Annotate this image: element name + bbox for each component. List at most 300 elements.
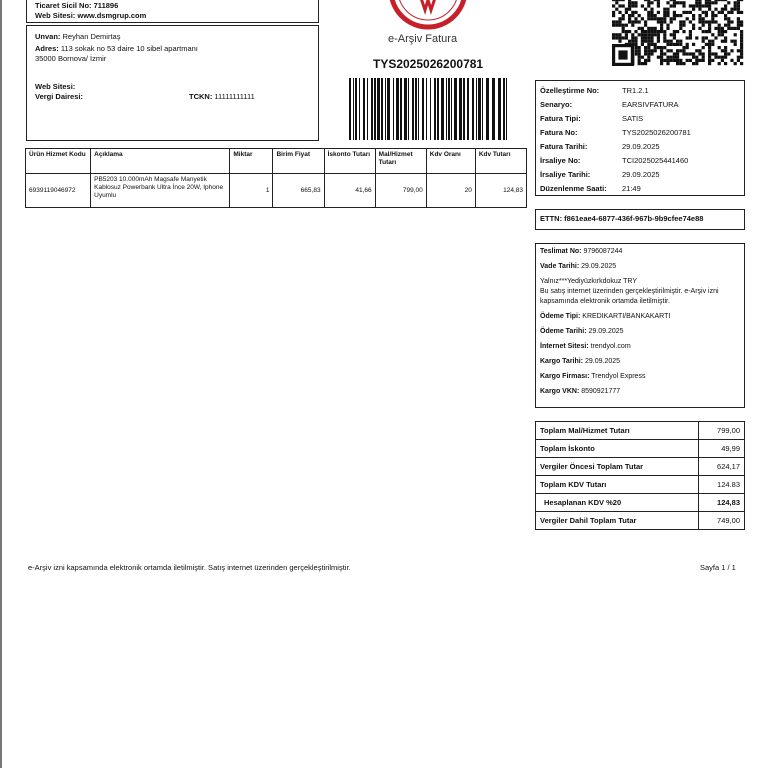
qr-module [721,8,724,11]
barcode-bar [451,78,452,140]
qr-module [641,30,644,33]
qr-module [625,24,628,27]
qr-module [634,40,637,43]
qr-module [721,11,724,14]
total-value: 749,00 [698,512,744,530]
qr-module [724,46,727,49]
qr-module [698,0,701,1]
info-row [540,182,740,196]
qr-module [689,36,692,39]
qr-module [622,27,625,30]
qr-module [679,1,682,4]
qr-module [702,59,705,62]
total-key: Toplam KDV Tutarı [536,476,699,494]
qr-module [625,33,628,36]
qr-module [718,56,721,59]
qr-module [657,11,660,14]
totals-row [536,476,745,494]
qr-module [737,20,740,23]
qr-module [740,62,743,65]
qr-module [721,49,724,52]
qr-module [644,49,647,52]
barcode-icon [349,78,509,140]
qr-module [628,1,631,4]
qr-module [737,11,740,14]
vade-label: Vade Tarihi: [540,263,580,270]
items-header-row [26,149,527,174]
qr-module [631,4,634,7]
qr-module [644,33,647,36]
qr-module [615,0,618,1]
qr-module [612,4,615,7]
qr-module [618,40,621,43]
qr-module [634,1,637,4]
qr-module [727,27,730,30]
qr-module [638,14,641,17]
qr-module [695,1,698,4]
qr-module [644,40,647,43]
qr-module [718,11,721,14]
info-key: Özelleştirme No: [540,86,600,95]
qr-module [660,59,663,62]
qr-module [689,11,692,14]
qr-module [705,0,708,1]
info-row [540,126,740,140]
col-header-amount: Mal/Hizmet Tutarı [375,149,426,174]
qr-module [647,46,650,49]
col-header-unit-price: Birim Fiyat [273,149,324,174]
barcode-bar [363,78,365,140]
barcode-bar [349,78,351,140]
qr-module [689,59,692,62]
qr-module [615,8,618,11]
qr-module [641,40,644,43]
barcode-bar [448,78,450,140]
total-value: 624,17 [698,458,744,476]
qr-module [692,56,695,59]
qr-module [682,52,685,55]
totals-row [536,494,745,512]
qr-module [689,20,692,23]
qr-module [711,40,714,43]
qr-module [634,52,637,55]
qr-module [650,43,653,46]
qr-module [705,36,708,39]
qr-module [689,52,692,55]
qr-module [631,11,634,14]
qr-module [654,14,657,17]
qr-module [618,0,621,1]
qr-module [673,52,676,55]
info-value: EARSIVFATURA [622,100,679,109]
qr-module [692,62,695,65]
qr-module [641,43,644,46]
qr-module [673,14,676,17]
qr-module [663,8,666,11]
qr-module [740,46,743,49]
vade-value: 29.09.2025 [581,263,617,270]
barcode-bar [459,78,462,140]
odeme-tarihi-value: 29.09.2025 [588,328,624,335]
qr-module [647,49,650,52]
qr-module [628,40,631,43]
barcode-bar [415,78,417,140]
internet-value: trendyol.com [590,343,631,350]
qr-module [734,40,737,43]
info-row [540,112,740,126]
qr-module [686,17,689,20]
qr-module [644,46,647,49]
col-header-code: Ürün Hizmet Kodu [26,149,91,174]
qr-module [705,20,708,23]
qr-module [666,49,669,52]
qr-module [692,52,695,55]
qr-module [740,56,743,59]
qr-module [622,36,625,39]
qr-module [676,59,679,62]
totals-row [536,512,745,530]
qr-module [695,0,698,1]
qr-module [740,24,743,27]
table-row [26,174,527,208]
qr-module [663,40,666,43]
qr-module [708,27,711,30]
qr-module [650,14,653,17]
kargo-firmasi-label: Kargo Firması: [540,373,590,380]
qr-module [692,17,695,20]
barcode-bar [503,78,505,140]
cell-desc: PB5203 10.000mAh Magsafe Manyetik Kablosuz Powerbank Ultra İnce 20W, Iphone Uyumlu [91,174,230,208]
vergi-label: Vergi Dairesi: [35,92,83,101]
qr-module [724,56,727,59]
qr-module [724,14,727,17]
qr-module [730,40,733,43]
qr-module [740,30,743,33]
info-key: Düzenlenme Saati: [540,184,607,193]
barcode-bar [381,78,383,140]
qr-module [631,1,634,4]
qr-module [641,33,644,36]
qr-module [638,27,641,30]
ettn-box: ETTN: f861eae4-6877-436f-967b-9b9cfee74e88 [535,209,745,230]
invoice-number: TYS2025026200781 [373,57,484,71]
qr-module [634,20,637,23]
qr-module [663,36,666,39]
info-value: SATIS [622,114,644,123]
qr-module [622,0,625,1]
qr-module [737,0,740,1]
qr-module [673,36,676,39]
total-value: 124,83 [698,494,744,512]
qr-module [682,11,685,14]
qr-module [714,1,717,4]
qr-module [657,20,660,23]
qr-module [634,30,637,33]
qr-module [730,20,733,23]
barcode-bar [396,78,399,140]
qr-module [714,0,717,1]
qr-module [727,11,730,14]
qr-module [634,36,637,39]
qr-module [682,49,685,52]
qr-module [631,20,634,23]
sender-box [26,0,319,23]
qr-module [724,0,727,1]
barcode-bar [472,78,474,140]
qr-module [660,27,663,30]
barcode-bar [476,78,477,140]
qr-module [670,40,673,43]
qr-module [644,24,647,27]
qr-module [670,59,673,62]
qr-module [670,17,673,20]
cell-unit-price: 665,83 [273,174,324,208]
qr-module [631,36,634,39]
barcode-bar [437,78,439,140]
barcode-bar [498,78,501,140]
qr-module [708,56,711,59]
col-header-vat-amount: Kdv Tutarı [475,149,526,174]
qr-module [638,33,641,36]
qr-module [734,1,737,4]
qr-module [650,8,653,11]
barcode-bar [371,78,373,140]
qr-module [657,4,660,7]
info-row [540,154,740,168]
qr-module [615,33,618,36]
qr-module [718,62,721,65]
qr-module [679,27,682,30]
qr-module [711,17,714,20]
qr-module [666,56,669,59]
qr-module [727,52,730,55]
qr-module [641,62,644,65]
qr-module [734,43,737,46]
odeme-tarihi-label: Ödeme Tarihi: [540,328,587,335]
qr-module [654,27,657,30]
yalniz-text: Yalnız***Yediyüzkırkdokuz TRY [540,278,638,285]
qr-module [714,36,717,39]
totals-row [536,422,745,440]
qr-module [721,0,724,1]
qr-module [634,4,637,7]
qr-module [708,24,711,27]
qr-module [615,24,618,27]
qr-module [657,30,660,33]
qr-module [612,11,615,14]
ticaret-label: Ticaret Sicil No: [35,1,92,10]
qr-module [708,30,711,33]
qr-module [724,8,727,11]
barcode-bar [492,78,495,140]
qr-module [702,11,705,14]
qr-module [670,20,673,23]
qr-module [714,27,717,30]
qr-module [727,24,730,27]
adres-value: 113 sokak no 53 daire 10 sibel apartmanı [60,44,198,53]
qr-module [641,56,644,59]
qr-module [657,0,660,1]
qr-module [647,56,650,59]
unvan-label: Unvan: [35,32,61,41]
qr-module [673,0,676,1]
qr-module [708,40,711,43]
qr-module [692,43,695,46]
total-key: Vergiler Dahil Toplam Tutar [536,512,699,530]
qr-module [625,30,628,33]
qr-module [638,59,641,62]
qr-module [689,4,692,7]
qr-module [654,49,657,52]
col-header-qty: Miktar [230,149,273,174]
cell-vat-amount: 124,83 [475,174,526,208]
qr-module [663,17,666,20]
qr-module [682,24,685,27]
qr-module [612,14,615,17]
qr-module [666,43,669,46]
qr-module [647,14,650,17]
qr-module [702,20,705,23]
kargo-tarihi-label: Kargo Tarihi: [540,358,584,365]
barcode-bar [353,78,354,140]
qr-module [711,43,714,46]
qr-module [634,11,637,14]
barcode-bar [404,78,407,140]
info-value: 21:49 [622,184,641,193]
barcode-bar [355,78,357,140]
qr-module [679,14,682,17]
info-row [540,168,740,182]
kargo-vkn-value: 8590921777 [581,388,621,395]
qr-module [657,17,660,20]
qr-module [724,49,727,52]
qr-module [641,17,644,20]
qr-module [721,40,724,43]
qr-module [670,43,673,46]
qr-module [718,33,721,36]
qr-module [682,1,685,4]
qr-module [622,4,625,7]
qr-code-icon [612,0,746,68]
qr-module [689,33,692,36]
qr-module [714,56,717,59]
qr-module [705,11,708,14]
gib-seal-logo-icon [389,0,467,30]
qr-module [641,27,644,30]
qr-module [618,11,621,14]
qr-module [660,52,663,55]
total-value: 124.83 [698,476,744,494]
qr-module [650,36,653,39]
qr-module [702,24,705,27]
barcode-bar [367,78,368,140]
info-row [540,84,740,98]
qr-module [660,24,663,27]
qr-module [676,52,679,55]
qr-module [657,1,660,4]
barcode-bar [454,78,457,140]
qr-module [666,11,669,14]
qr-module [737,4,740,7]
qr-module [698,4,701,7]
info-key: Fatura No: [540,128,578,137]
qr-module [631,33,634,36]
total-key: Vergiler Öncesi Toplam Tutar [536,458,699,476]
qr-module [721,56,724,59]
qr-module [654,43,657,46]
odeme-tipi-label: Ödeme Tipi: [540,313,581,320]
qr-module [612,33,615,36]
col-header-desc: Açıklama [91,149,230,174]
qr-module [679,24,682,27]
qr-module [692,8,695,11]
qr-module [634,43,637,46]
qr-module [730,8,733,11]
qr-module [673,33,676,36]
qr-module [711,14,714,17]
info-row [540,98,740,112]
barcode-bar [385,78,386,140]
qr-module [657,40,660,43]
qr-module [714,52,717,55]
buyer-box [26,25,319,141]
qr-module [666,24,669,27]
qr-module [647,4,650,7]
qr-module [638,52,641,55]
qr-module [650,33,653,36]
qr-module [698,59,701,62]
qr-module [705,14,708,17]
col-header-vat-rate: Kdv Oranı [426,149,475,174]
qr-module [711,59,714,62]
cell-discount: 41,66 [324,174,375,208]
qr-module [628,20,631,23]
qr-module [705,4,708,7]
barcode-bar [467,78,469,140]
qr-module [682,4,685,7]
qr-module [615,20,618,23]
qr-module [638,62,641,65]
qr-module [702,46,705,49]
qr-module [721,30,724,33]
qr-module [708,1,711,4]
qr-module [740,36,743,39]
barcode-bar [446,78,447,140]
qr-module [644,0,647,1]
qr-module [666,62,669,65]
qr-module [663,30,666,33]
qr-module [740,20,743,23]
qr-module [670,33,673,36]
qr-module [727,20,730,23]
qr-module [711,1,714,4]
qr-module [718,46,721,49]
qr-module [666,8,669,11]
barcode-bar [412,78,414,140]
tckn-value: 11111111111 [214,92,255,101]
qr-module [686,52,689,55]
qr-module [650,1,653,4]
qr-module [737,17,740,20]
qr-module [631,40,634,43]
barcode-bar [359,78,360,140]
qr-module [631,24,634,27]
barcode-bar [463,78,465,140]
qr-module [698,49,701,52]
qr-module [647,30,650,33]
qr-module [740,52,743,55]
barcode-bar [434,78,436,140]
